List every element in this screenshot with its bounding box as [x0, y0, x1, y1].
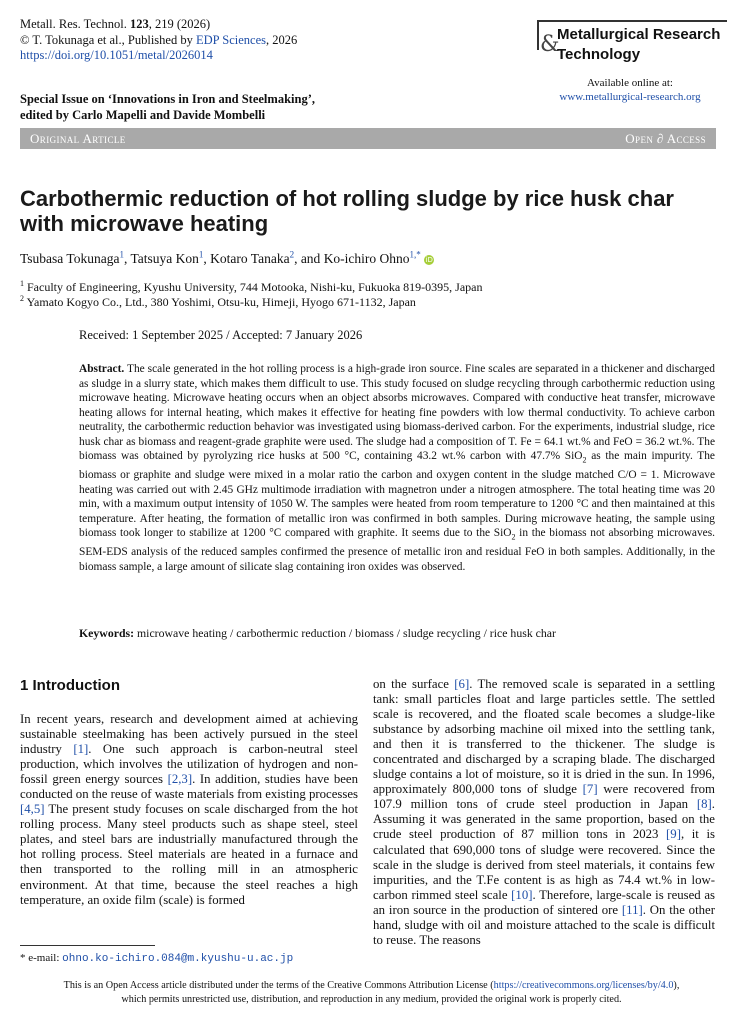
- citation-ref-link[interactable]: [11]: [621, 902, 643, 917]
- abstract-text-2: as the main impurity. The biomass or graphite and sludge were mixed in a molar ratio the carbon and oxygen content in the sludge matched C/O = 1. Microwave heating was carried out with 2.45 GHz multimode irradiation with magnetron under a nitrogen atmosphere. The total heating time was 20 min, with a maximum output intensity of 1050 W. The samples were heated from room temperature to 1200 °C and then maintained at this temperature. After heating, the formation of metallic iron was confirmed in both samples. During microwave heating, the sample using biomass took longer to stabilize at 1200 °C compared with graphite. It seems due to the SiO: [79, 450, 715, 540]
- keywords-text: microwave heating / carbothermic reduction / biomass / sludge recycling / rice husk char: [134, 626, 556, 640]
- affiliation-text: Faculty of Engineering, Kyushu University, 744 Motooka, Nishi-ku, Fukuoka 819-0395, Japan: [27, 280, 483, 294]
- open-access-word-open: Open: [625, 131, 654, 146]
- body-column-left: [20, 712, 358, 908]
- body-text: . Therefore, large-scale is reused as an iron source in the production of sintered ore: [373, 887, 715, 917]
- license-url-link[interactable]: https://creativecommons.org/licenses/by/4.0: [493, 980, 674, 991]
- correspondence-footnote: [20, 952, 293, 965]
- body-text: , it is calculated that 690,000 tons of sludge were recovered. Since the scale in the sludge is derived from steel materials, it contains few impurities, and the T.Fe content is as high as 74.4 wt.% in low-carbon rimmed steel scale: [373, 827, 715, 902]
- body-column-right: [373, 677, 715, 948]
- footnote-prefix: * e-mail:: [20, 952, 63, 964]
- article-type-bar: [20, 128, 716, 149]
- author: Tatsuya Kon$^1$,: [130, 249, 211, 266]
- author: Tsubasa Tokunaga$^1$,: [20, 249, 131, 266]
- logo-left-rule: [537, 20, 539, 50]
- article-title: Carbothermic reduction of hot rolling sludge by rice husk char with microwave heating: [20, 186, 674, 236]
- body-text: were recovered from 107.9 million tons of crude steel production in Japan: [373, 782, 715, 812]
- special-issue-note: [20, 92, 315, 123]
- affiliation-number: 2: [20, 294, 24, 303]
- citation-ref-link[interactable]: [8]: [696, 797, 712, 812]
- body-text: The present study focuses on scale discharged from the hot rolling process. Many steel products such as shape steel, steel plates, and steel bars are industrially manufactured through the hot rolling process. Steel materials are heated in a furnace and then transported to the rolling mill in an atmospheric environment. At that time, because the steel reaches a high temperature, an oxide film (scale) is formed: [20, 802, 358, 907]
- author: Kotaro Tanaka$^2$, and: [210, 249, 324, 266]
- body-text: . On the other hand, sludge with oil and moisture attached to the scale is difficult to reuse. The reasons: [373, 902, 715, 947]
- citation-ref-link[interactable]: [4,5]: [20, 802, 45, 817]
- author-affil-sup[interactable]: 1: [119, 249, 124, 259]
- open-access-icon: ∂: [656, 131, 664, 146]
- journal-abbrev: Metall. Res. Technol.: [20, 17, 127, 31]
- citation-ref-link[interactable]: [9]: [666, 827, 681, 842]
- special-issue-line-1: Special Issue on ‘Innovations in Iron and Steelmaking’,: [20, 92, 315, 106]
- open-access-word-access: Access: [666, 131, 706, 146]
- copyright-line: [20, 33, 297, 49]
- subscript-2: 2: [582, 455, 587, 465]
- keywords: [79, 626, 719, 641]
- author-list: [20, 249, 434, 267]
- license-text: This is an Open Access article distributed under the terms of the Creative Commons Attribution License (: [63, 980, 494, 991]
- license-text-line-2: which permits unrestricted use, distribution, and reproduction in any medium, provided the original work is properly cited.: [121, 994, 622, 1005]
- citation-ref-link[interactable]: [10]: [511, 887, 533, 902]
- body-text: In recent years, research and development aimed at achieving sustainable steelmaking has been actively pursued in the steel industry: [20, 712, 358, 757]
- logo-ampersand: &: [540, 32, 560, 57]
- body-text: on the surface: [373, 677, 455, 691]
- special-issue-line-2: edited by Carlo Mapelli and Davide Mombelli: [20, 107, 266, 122]
- section-heading-introduction: 1 Introduction: [20, 677, 120, 694]
- doi-link[interactable]: https://doi.org/10.1051/metal/2026014: [20, 48, 213, 62]
- citation-ref-link[interactable]: [7]: [582, 782, 598, 797]
- body-text: . One such approach is carbon-neutral steel production, which involves the utilization of hydrogen and non-fossil green energy sources: [20, 742, 358, 787]
- body-text: . The removed scale is separated in a settling tank: small particles float and large particles settle. The settled scale is recovered, and the floated scale becomes a sludge-like substance by adsorbing machine oil mixed into the settling tank, and then it is transferred to the thickener. The sludge is concentrated and discharged by a scraping blade. The discharged sludge contains a lot of moisture, so it is dried in the sun. In 1996, approximately 800,000 tons of sludge: [373, 677, 715, 797]
- citation-ref-link[interactable]: [1]: [73, 742, 89, 757]
- article-type-label: Original Article: [30, 131, 126, 146]
- journal-website-link[interactable]: www.metallurgical-research.org: [559, 91, 701, 103]
- abstract: [79, 362, 715, 574]
- author-affil-sup[interactable]: 1,*: [409, 249, 421, 259]
- affiliation-text: Yamato Kogyo Co., Ltd., 380 Yoshimi, Otsu-ku, Himeji, Hyogo 671-1132, Japan: [26, 295, 416, 309]
- body-text: . In addition, studies have been conducted on the reuse of waste materials from existing processes: [20, 772, 358, 802]
- publisher-link[interactable]: EDP Sciences: [195, 32, 266, 47]
- affiliation-number: 1: [20, 279, 24, 288]
- keywords-label: Keywords:: [79, 626, 135, 640]
- logo-line-2: Technology: [557, 46, 641, 63]
- abstract-text-1: The scale generated in the hot rolling process is a high-grade iron source. Fine scales are separated in a thickener and discharged as sludge in a slurry state, which makes them difficult to use. This study focused on sludge recycling through carbothermic reduction using microwave heating. Microwave heating occurs when an object absorbs microwaves. Compared with conductive heat transfer, microwave heating allows for internal heating, which makes it effective for heating fine powders with low thermal conductivity. To achieve carbon neutrality, the carbothermic reduction behavior was investigated using biomass-derived carbon. For the experiments, industrial sludge, rice husk char as biomass and reagent-grade graphite were used. The sludge had a composition of T. Fe = 64.1 wt.% and FeO = 36.2 wt.%. The biomass was obtained by pyrolyzing rice husks at 500 °C, containing 43.2 wt.% carbon with 47.7% SiO: [79, 363, 715, 463]
- citation-header: [20, 17, 297, 64]
- abstract-text-3: in the biomass not absorbing microwaves. SEM-EDS analysis of the reduced samples confirmed the presence of metallic iron and residual FeO in both samples. Additionally, in the biomass sample, a large amount of silicate slag containing iron oxides was observed.: [79, 527, 715, 573]
- copyright-year: , 2026: [265, 32, 298, 47]
- open-access-label: [625, 131, 706, 147]
- copyright-text: © T. Tokunaga et al., Published by: [20, 32, 193, 47]
- journal-logo: [537, 20, 727, 70]
- orcid-icon[interactable]: iD: [425, 255, 433, 264]
- license-text-end: ),: [673, 980, 680, 991]
- license-notice: [0, 979, 743, 1007]
- footnote-rule: [20, 945, 155, 946]
- journal-citation: [20, 17, 297, 33]
- received-accepted-dates: Received: 1 September 2025 / Accepted: 7 January 2026: [79, 328, 363, 342]
- citation-ref-link[interactable]: [2,3]: [167, 772, 193, 787]
- author: Ko-ichiro Ohno$^{1,*}$: [323, 249, 421, 266]
- abstract-label: Abstract.: [79, 363, 125, 375]
- email-link[interactable]: ohno.ko-ichiro.084@m.kyushu-u.ac.jp: [62, 953, 294, 965]
- subscript-2: 2: [511, 532, 516, 542]
- author-affil-sup[interactable]: 1: [198, 249, 204, 259]
- logo-top-rule: [537, 20, 727, 22]
- volume-number: 123: [130, 17, 149, 31]
- article-number: , 219 (2026): [148, 17, 211, 31]
- logo-line-1: Metallurgical Research: [557, 26, 721, 43]
- citation-ref-link[interactable]: [6]: [454, 677, 470, 691]
- author-affil-sup[interactable]: 2: [289, 249, 295, 259]
- availability-block: [530, 76, 730, 104]
- affiliation-2: [20, 291, 416, 310]
- body-text: . Assuming it was generated in the same proportion, based on the crude steel production of 87 million tons in 2023: [373, 797, 715, 842]
- available-label: Available online at:: [587, 77, 673, 89]
